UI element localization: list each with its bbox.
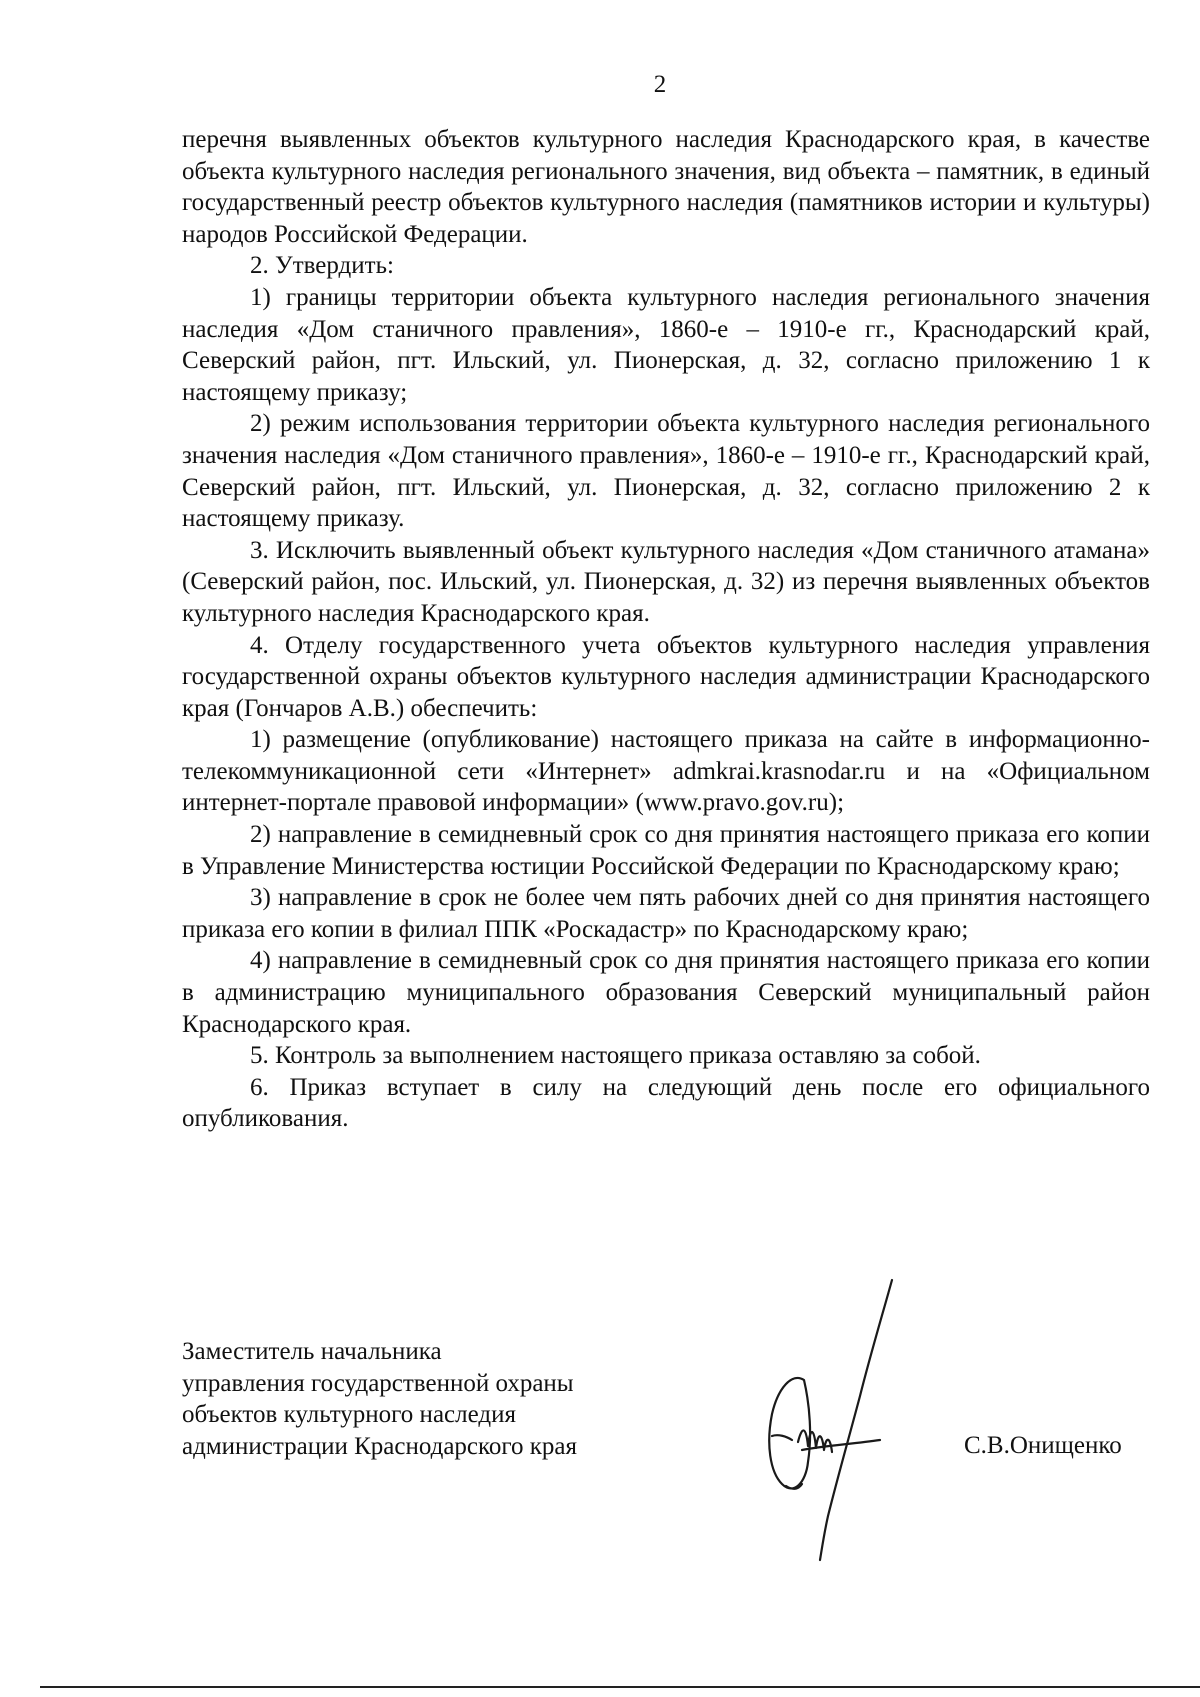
bottom-rule — [40, 1686, 1200, 1688]
paragraph-continuation: перечня выявленных объектов культурного наследия Краснодарского края, в качестве объекта культурного наследия регионального значения, вид объекта – памятник, в единый государственный реестр объектов культурного наследия (памятников истории и культуры) народов Российской Федерации. — [182, 126, 1150, 248]
page-number: 2 — [653, 71, 667, 98]
paragraph-item-4-4: 4) направление в семидневный срок со дня принятия настоящего приказа его копии в администрацию муниципального образования Северский муниципальный район Краснодарского края. — [182, 947, 1150, 1038]
paragraph-item-2-1: 1) границы территории объекта культурного наследия регионального значения наследия «Дом станичного правления», 1860-е – 1910-е гг., Краснодарский край, Северский район, пгт. Ильский, ул. Пионерская, д. 32, согласно приложению 1 к настоящему приказу; — [182, 283, 1150, 406]
signatory-position-line: администрации Краснодарского края — [182, 1432, 578, 1460]
paragraph-item-4-1: 1) размещение (опубликование) настоящего приказа на сайте в информационно-телекоммуникационной сети «Интернет» admkrai.krasnodar.ru и на «Официальном интернет-портале правовой информации» (www.pravo.gov.ru); — [182, 726, 1150, 817]
paragraph-item-4: 4. Отделу государственного учета объектов культурного наследия управления государственной охраны объектов культурного наследия администрации Краснодарского края (Гончаров А.В.) обеспечить: — [182, 631, 1150, 722]
signature-block — [182, 1336, 1150, 1576]
document-body — [182, 124, 1150, 1135]
paragraph-item-4-2: 2) направление в семидневный срок со дня принятия настоящего приказа его копии в Управление Министерства юстиции Российской Федерации по Краснодарскому краю; — [182, 821, 1150, 880]
paragraph-item-6: 6. Приказ вступает в силу на следующий день после его официального опубликования. — [182, 1073, 1150, 1133]
paragraph-item-4-3: 3) направление в срок не более чем пять рабочих дней со дня принятия настоящего приказа его копии в филиал ППК «Роскадастр» по Краснодарскому краю; — [182, 884, 1150, 943]
paragraph-item-5: 5. Контроль за выполнением настоящего приказа оставляю за собой. — [250, 1042, 981, 1070]
paragraph-item-2-2: 2) режим использования территории объекта культурного наследия регионального значения наследия «Дом станичного правления», 1860-е – 1910-е гг., Краснодарский край, Северский район, пгт. Ильский, ул. Пионерская, д. 32, согласно приложению 2 к настоящему приказу. — [182, 410, 1150, 533]
paragraph-item-2: 2. Утвердить: — [250, 252, 394, 280]
paragraph-item-3: 3. Исключить выявленный объект культурного наследия «Дом станичного атамана» (Северский район, пос. Ильский, ул. Пионерская, д. 32) из перечня выявленных объектов культурного наследия Краснодарского края. — [182, 536, 1150, 627]
signatory-position — [182, 1336, 577, 1462]
handwritten-signature — [742, 1276, 912, 1566]
signatory-name: С.В.Онищенко — [964, 1432, 1122, 1459]
signatory-position-line: Заместитель начальника — [182, 1338, 442, 1365]
signatory-position-line: управления государственной охраны — [182, 1369, 574, 1397]
signatory-position-line: объектов культурного наследия — [182, 1401, 516, 1428]
